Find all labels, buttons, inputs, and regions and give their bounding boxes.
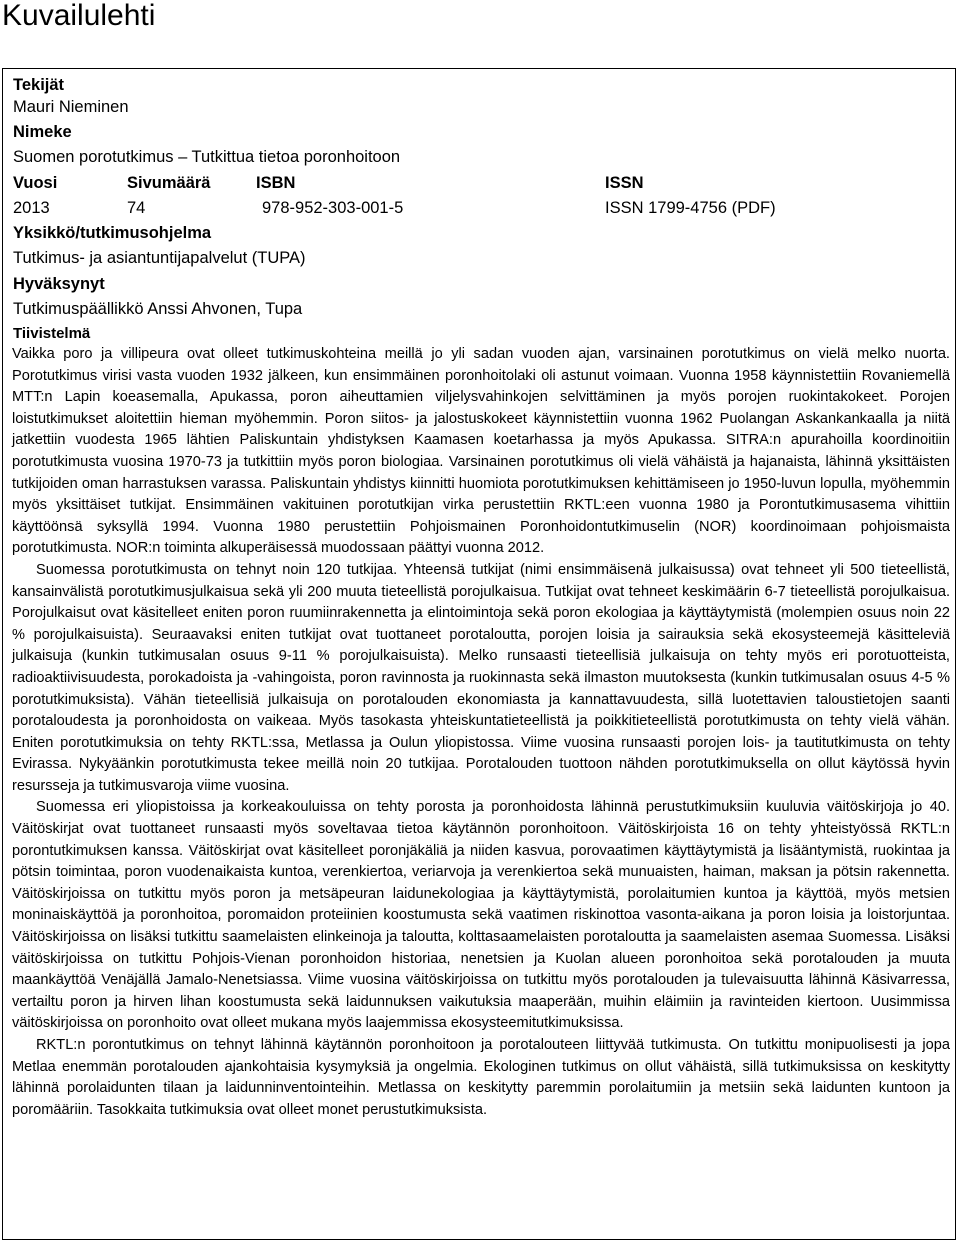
description-form (2, 68, 956, 1240)
abstract-body (12, 344, 950, 1121)
title-label: Nimeke (13, 123, 72, 141)
pages-value: 74 (127, 199, 146, 217)
title-value: Suomen porotutkimus – Tutkittua tietoa poronhoitoon (13, 148, 401, 166)
unit-label: Yksikkö/tutkimusohjelma (13, 224, 212, 242)
abstract-paragraph: Vaikka poro ja villipeura ovat olleet tutkimuskohteina meillä jo yli sadan vuoden ajan, varsinainen porotutkimus on vielä melko nuorta. Porotutkimus virisi vasta vuoden 1932 jälkeen, kun ensimmäinen poronhoitolaki oli astunut voimaan. Vuonna 1958 käynnistettiin Rovaniemellä MTT:n Lapin koeasemalla, Apukassa, poron aiheuttamien viljelysvahinkojen selvittäminen ja myös porojen ruokintakokeet. Porojen loistutkimukset aloitettiin hieman myöhemmin. Poron siitos- ja jalostuskokeet käynnistettiin vuonna 1962 Puolangan Askankankaalla ja niitä jatkettiin vuodesta 1965 lähtien Paliskuntain yhdistyksen Kaamasen koetarhassa ja myös Apukassa. SITRA:n apurahoilla koordinoitiin porotutkimusta vuosina 1970-73 ja tutkittiin myös poron biologiaa. Varsinainen porotutkimus oli vielä vähäistä ja hajanaista, lähinnä yksittäisten tutkijoiden oman harrastuksen varassa. Paliskuntain yhdistys kiinnitti huomiota porotutkimuksen kehittämiseen jo 1950-luvun lopulla, myöhemmin myös yksittäiset tutkijat. Ensimmäinen vakituinen porotutkijan virka perustettiin RKTL:een vuonna 1980 ja Porontutkimusasema vihittiin käyttöönsä syksyllä 1994. Vuonna 1980 perustettiin Pohjoismainen Poronhoidontutkimuselin (NOR) koordinoimaan pohjoismaista porotutkimusta. NOR:n toiminta alkuperäisessä muodossaan päättyi vuonna 2012. (12, 346, 950, 557)
year-label: Vuosi (13, 174, 58, 192)
issn-value: ISSN 1799-4756 (PDF) (605, 199, 776, 217)
isbn-label: ISBN (256, 174, 296, 192)
abstract-paragraph: Suomessa eri yliopistoissa ja korkeakouluissa on tehty porosta ja poronhoidosta lähinnä perustutkimuksiin kuuluvia väitöskirjoja jo 40. Väitöskirjat ovat tuottaneet runsaasti myös soveltavaa tietoa käytännön poronhoitoon. Väitöskirjoista 16 on tehty yhteistyössä RKTL:n porontutkimuksen kanssa. Väitöskirjat ovat käsitelleet poronjäkäliä ja niiden kasvua, porovaatimen käyttäytymistä ja lisääntymistä, ruokintaa ja pötsin toimintaa, poron vuodenaikaista kuntoa, verenkiertoa, veriarvoja ja verenkiertoa sekä munuaisten, haiman, maksan ja pötsin rakennetta. Väitöskirjoissa on tutkittu myös poron ja metsäpeuran laidunekologiaa ja käyttäytymistä, porolaitumien kuntoa ja käyttöä, myös metsien moninaiskäyttöä ja poronhoitoa, poromaidon proteiinien koostumusta sekä vaatimen riskinottoa vasonta-aikana ja poron loisia ja loistorjuntaa. Väitöskirjoissa on lisäksi tutkittu saamelaisten elinkeinoja ja taloutta, kolttasaamelaisten porotaloutta ja saamelaisten asemaa Suomessa. Lisäksi väitöskirjoissa on tutkittu Pohjois-Vienan poronhoidon historiaa, nenetsien ja Kuolan alueen poronhoitoa sekä porotalouden ja muuta maankäyttöä Venäjällä Jamalo-Nenetsiassa. Viime vuosina väitöskirjoissa on tutkittu myös porotalouden ja tulevaisuutta lähinnä Käsivarressa, vertailtu poron ja hirven lihan koostumusta sekä laidunnuksen vaikutuksia maaperään, muihin eläimiin ja ravinteiden kiertoon. Uusimmissa väitöskirjoissa on poronhoito ovat olleet mukana myös laajemmissa ekosysteemitutkimuksissa. (12, 799, 950, 1032)
pages-label: Sivumäärä (127, 174, 211, 192)
authors-value: Mauri Nieminen (13, 98, 129, 116)
unit-value: Tutkimus- ja asiantuntijapalvelut (TUPA) (13, 249, 306, 267)
authors-label: Tekijät (13, 76, 65, 94)
isbn-value: 978-952-303-001-5 (262, 199, 404, 217)
issn-label: ISSN (605, 174, 644, 192)
approved-label: Hyväksynyt (13, 275, 105, 293)
abstract-paragraph: Suomessa porotutkimusta on tehnyt noin 120 tutkijaa. Yhteensä tutkijat (nimi ensimmäisenä julkaisussa) ovat tehneet yli 500 tieteellistä, kansainvälistä porotutkimusjulkaisua sekä yli 200 muuta tieteellistä porojulkaisua. Tutkijat ovat tehneet keskimäärin 6-7 tieteellistä porojulkaisua. Porojulkaisut ovat käsitelleet eniten poron ruumiinrakennetta ja elintoimintoja sekä poron ekologiaa ja käyttäytymistä (molempien osuus noin 22 % porojulkaisuista). Seuraavaksi eniten tutkijat ovat tuottaneet porotaloutta, porojen loisia ja sairauksia sekä ekosysteemejä käsitteleviä julkaisuja (kunkin tutkimusalan osuus 9-11 % porojulkaisuista). Melko runsaasti tieteellisiä julkaisuja on tehty myös eri porotuotteista, radioaktiivisuudesta, porokadoista ja -vahingoista, poron ravinnosta ja ruokinnasta sekä ilmaston muutoksesta (kunkin tutkimusalan osuus 4-5 % porotutkimuksista). Vähän tieteellisiä julkaisuja on porotalouden ekonomiasta ja kannattavuudesta, sillä luotettavien taloustietojen saanti porotaloudesta ja poronhoidosta on vaikeaa. Myös tasokasta yhteiskuntatieteellistä ja poikkitieteellistä porotutkimusta on tehty vielä vähän. Eniten porotutkimuksia on tehty RKTL:ssa, Metlassa ja Oulun yliopistossa. Viime vuosina runsaasti porojen lois- ja tautitutkimusta on tehty Evirassa. Nykyäänkin porotutkimusta tekee meillä noin 20 tutkijaa. Porotalouden tuottoon nähden porotutkimuksella on ollut käytössä hyvin resursseja ja tutkimusvaroja viime vuosina. (12, 561, 950, 794)
year-value: 2013 (13, 199, 50, 217)
abstract-paragraph: RKTL:n porontutkimus on tehnyt lähinnä käytännön poronhoitoon ja porotalouteen liittyvää tutkimusta. On tutkittu monipuolisesti ja jopa Metlaa enemmän porotalouden ajankohtaisia kysymyksiä ja ongelmia. Ekologinen tutkimus on ollut vähäistä, sillä tutkimuksissa on keskitytty lähinnä porolaidunten tilaan ja laidunninventointeihin. Metlassa on keskitytty paremmin porolaitumiin ja metsiin sekä laidunten kuntoon ja poromääriin. Tasokkaita tutkimuksia ovat olleet monet perustutkimuksista. (12, 1037, 950, 1118)
approved-value: Tutkimuspäällikkö Anssi Ahvonen, Tupa (13, 300, 303, 318)
abstract-label: Tiivistelmä (13, 325, 91, 342)
page-title: Kuvailulehti (2, 0, 156, 32)
